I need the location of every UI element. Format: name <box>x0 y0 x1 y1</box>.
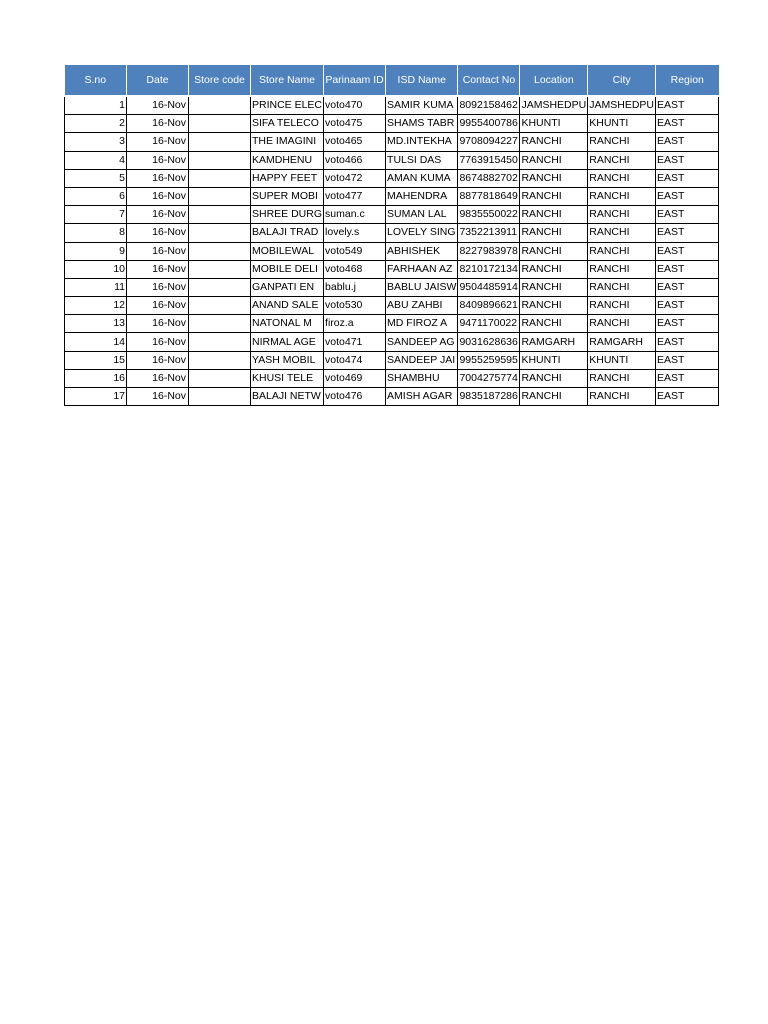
isd-name-cell[interactable]: SANDEEP AG <box>386 333 458 351</box>
region-cell[interactable]: EAST <box>656 96 719 115</box>
store-code-cell[interactable] <box>189 388 251 406</box>
table-row <box>65 169 719 187</box>
table-row <box>65 242 719 260</box>
header-row <box>65 65 719 96</box>
store-name-cell[interactable]: YASH MOBIL <box>251 351 324 369</box>
date-cell[interactable]: 16-Nov <box>127 187 189 205</box>
parinaam-id-cell[interactable]: voto465 <box>324 133 386 151</box>
store-name-cell[interactable]: THE IMAGINI <box>251 133 324 151</box>
table-row <box>65 351 719 369</box>
parinaam-id-cell[interactable]: bablu.j <box>324 278 386 296</box>
store-name-cell[interactable]: BALAJI TRAD <box>251 224 324 242</box>
contact-no-cell[interactable]: 9031628636 <box>458 333 520 351</box>
col-header-isd-name[interactable]: ISD Name <box>386 65 458 96</box>
store-name-cell[interactable]: GANPATI EN <box>251 278 324 296</box>
store-code-cell[interactable] <box>189 151 251 169</box>
contact-no-cell[interactable]: 7763915450 <box>458 151 520 169</box>
date-cell[interactable]: 16-Nov <box>127 242 189 260</box>
region-cell[interactable]: EAST <box>656 260 719 278</box>
location-cell[interactable]: RANCHI <box>520 369 588 387</box>
sno-cell[interactable]: 1 <box>65 96 127 115</box>
date-cell[interactable]: 16-Nov <box>127 224 189 242</box>
parinaam-id-cell[interactable]: voto466 <box>324 151 386 169</box>
region-cell[interactable]: EAST <box>656 206 719 224</box>
store-name-cell[interactable]: NATONAL M <box>251 315 324 333</box>
sno-cell[interactable]: 17 <box>65 388 127 406</box>
isd-name-cell[interactable]: SHAMS TABR <box>386 115 458 133</box>
store-code-cell[interactable] <box>189 333 251 351</box>
sno-cell[interactable]: 3 <box>65 133 127 151</box>
isd-name-cell[interactable]: AMAN KUMA <box>386 169 458 187</box>
city-cell[interactable]: RANCHI <box>588 369 656 387</box>
col-header-region[interactable]: Region <box>656 65 719 96</box>
store-code-cell[interactable] <box>189 297 251 315</box>
store-name-cell[interactable]: KHUSI TELE <box>251 369 324 387</box>
date-cell[interactable]: 16-Nov <box>127 315 189 333</box>
location-cell[interactable]: KHUNTI <box>520 351 588 369</box>
store-code-cell[interactable] <box>189 260 251 278</box>
parinaam-id-cell[interactable]: voto549 <box>324 242 386 260</box>
region-cell[interactable]: EAST <box>656 351 719 369</box>
table-row <box>65 115 719 133</box>
store-code-cell[interactable] <box>189 115 251 133</box>
location-cell[interactable]: RANCHI <box>520 133 588 151</box>
date-cell[interactable]: 16-Nov <box>127 333 189 351</box>
isd-name-cell[interactable]: SAMIR KUMA <box>386 96 458 115</box>
contact-no-cell[interactable]: 8674882702 <box>458 169 520 187</box>
store-code-cell[interactable] <box>189 224 251 242</box>
table-body <box>65 96 719 406</box>
col-header-contact-no[interactable]: Contact No <box>458 65 520 96</box>
table-row <box>65 278 719 296</box>
date-cell[interactable]: 16-Nov <box>127 206 189 224</box>
store-name-cell[interactable]: BALAJI NETW <box>251 388 324 406</box>
region-cell[interactable]: EAST <box>656 133 719 151</box>
city-cell[interactable]: RANCHI <box>588 224 656 242</box>
sno-cell[interactable]: 2 <box>65 115 127 133</box>
location-cell[interactable]: RANCHI <box>520 187 588 205</box>
location-cell[interactable]: RANCHI <box>520 151 588 169</box>
col-header-sno[interactable]: S.no <box>65 65 127 96</box>
city-cell[interactable]: RANCHI <box>588 315 656 333</box>
store-name-cell[interactable]: PRINCE ELEC <box>251 96 324 115</box>
store-code-cell[interactable] <box>189 169 251 187</box>
region-cell[interactable]: EAST <box>656 242 719 260</box>
location-cell[interactable]: RANCHI <box>520 278 588 296</box>
isd-name-cell[interactable]: TULSI DAS <box>386 151 458 169</box>
parinaam-id-cell[interactable]: voto472 <box>324 169 386 187</box>
isd-name-cell[interactable]: ABU ZAHBI <box>386 297 458 315</box>
city-cell[interactable]: RANCHI <box>588 187 656 205</box>
store-code-cell[interactable] <box>189 369 251 387</box>
date-cell[interactable]: 16-Nov <box>127 115 189 133</box>
contact-no-cell[interactable]: 8210172134 <box>458 260 520 278</box>
col-header-city[interactable]: City <box>588 65 656 96</box>
sno-cell[interactable]: 15 <box>65 351 127 369</box>
region-cell[interactable]: EAST <box>656 278 719 296</box>
contact-no-cell[interactable]: 7004275774 <box>458 369 520 387</box>
city-cell[interactable]: KHUNTI <box>588 115 656 133</box>
region-cell[interactable]: EAST <box>656 297 719 315</box>
date-cell[interactable]: 16-Nov <box>127 133 189 151</box>
parinaam-id-cell[interactable]: voto475 <box>324 115 386 133</box>
store-code-cell[interactable] <box>189 242 251 260</box>
city-cell[interactable]: RANCHI <box>588 278 656 296</box>
contact-no-cell[interactable]: 9708094227 <box>458 133 520 151</box>
date-cell[interactable]: 16-Nov <box>127 169 189 187</box>
date-cell[interactable]: 16-Nov <box>127 351 189 369</box>
contact-no-cell[interactable]: 9471170022 <box>458 315 520 333</box>
city-cell[interactable]: RANCHI <box>588 297 656 315</box>
contact-no-cell[interactable]: 8227983978 <box>458 242 520 260</box>
city-cell[interactable]: RANCHI <box>588 133 656 151</box>
date-cell[interactable]: 16-Nov <box>127 278 189 296</box>
isd-name-cell[interactable]: ABHISHEK <box>386 242 458 260</box>
store-code-cell[interactable] <box>189 133 251 151</box>
table-row <box>65 297 719 315</box>
sno-cell[interactable]: 14 <box>65 333 127 351</box>
sno-cell[interactable]: 12 <box>65 297 127 315</box>
date-cell[interactable]: 16-Nov <box>127 369 189 387</box>
store-name-cell[interactable]: NIRMAL AGE <box>251 333 324 351</box>
isd-name-cell[interactable]: SHAMBHU <box>386 369 458 387</box>
parinaam-id-cell[interactable]: suman.c <box>324 206 386 224</box>
city-cell[interactable]: KHUNTI <box>588 351 656 369</box>
parinaam-id-cell[interactable]: voto468 <box>324 260 386 278</box>
col-header-date[interactable]: Date <box>127 65 189 96</box>
store-code-cell[interactable] <box>189 187 251 205</box>
store-name-cell[interactable]: SHREE DURG <box>251 206 324 224</box>
parinaam-id-cell[interactable]: lovely.s <box>324 224 386 242</box>
store-code-cell[interactable] <box>189 278 251 296</box>
isd-name-cell[interactable]: BABLU JAISW <box>386 278 458 296</box>
isd-name-cell[interactable]: FARHAAN AZ <box>386 260 458 278</box>
contact-no-cell[interactable]: 8092158462 <box>458 96 520 115</box>
location-cell[interactable]: RAMGARH <box>520 333 588 351</box>
store-name-cell[interactable]: SIFA TELECO <box>251 115 324 133</box>
region-cell[interactable]: EAST <box>656 224 719 242</box>
isd-name-cell[interactable]: MD.INTEKHA <box>386 133 458 151</box>
table-row <box>65 388 719 406</box>
isd-name-cell[interactable]: SUMAN LAL <box>386 206 458 224</box>
col-header-parinaam-id[interactable]: Parinaam ID <box>324 65 386 96</box>
location-cell[interactable]: RANCHI <box>520 297 588 315</box>
city-cell[interactable]: RANCHI <box>588 260 656 278</box>
date-cell[interactable]: 16-Nov <box>127 96 189 115</box>
store-code-cell[interactable] <box>189 206 251 224</box>
sno-cell[interactable]: 6 <box>65 187 127 205</box>
region-cell[interactable]: EAST <box>656 187 719 205</box>
location-cell[interactable]: JAMSHEDPU <box>520 96 588 115</box>
region-cell[interactable]: EAST <box>656 315 719 333</box>
city-cell[interactable]: JAMSHEDPU <box>588 96 656 115</box>
sno-cell[interactable]: 11 <box>65 278 127 296</box>
sno-cell[interactable]: 10 <box>65 260 127 278</box>
parinaam-id-cell[interactable]: firoz.a <box>324 315 386 333</box>
contact-no-cell[interactable]: 8409896621 <box>458 297 520 315</box>
date-cell[interactable]: 16-Nov <box>127 297 189 315</box>
parinaam-id-cell[interactable]: voto470 <box>324 96 386 115</box>
store-name-cell[interactable]: SUPER MOBI <box>251 187 324 205</box>
parinaam-id-cell[interactable]: voto474 <box>324 351 386 369</box>
store-code-cell[interactable] <box>189 96 251 115</box>
contact-no-cell[interactable]: 9835187286 <box>458 388 520 406</box>
store-name-cell[interactable]: MOBILE DELI <box>251 260 324 278</box>
date-cell[interactable]: 16-Nov <box>127 388 189 406</box>
contact-no-cell[interactable]: 9504485914 <box>458 278 520 296</box>
store-code-cell[interactable] <box>189 315 251 333</box>
sno-cell[interactable]: 5 <box>65 169 127 187</box>
sno-cell[interactable]: 8 <box>65 224 127 242</box>
parinaam-id-cell[interactable]: voto471 <box>324 333 386 351</box>
table-row <box>65 151 719 169</box>
isd-name-cell[interactable]: MD FIROZ A <box>386 315 458 333</box>
table-row <box>65 333 719 351</box>
col-header-store-code[interactable]: Store code <box>189 65 251 96</box>
region-cell[interactable]: EAST <box>656 151 719 169</box>
location-cell[interactable]: RANCHI <box>520 315 588 333</box>
table-row <box>65 133 719 151</box>
contact-no-cell[interactable]: 9955400786 <box>458 115 520 133</box>
location-cell[interactable]: RANCHI <box>520 224 588 242</box>
parinaam-id-cell[interactable]: voto530 <box>324 297 386 315</box>
parinaam-id-cell[interactable]: voto469 <box>324 369 386 387</box>
isd-name-cell[interactable]: MAHENDRA <box>386 187 458 205</box>
table-row <box>65 187 719 205</box>
region-cell[interactable]: EAST <box>656 369 719 387</box>
isd-name-cell[interactable]: AMISH AGAR <box>386 388 458 406</box>
region-cell[interactable]: EAST <box>656 115 719 133</box>
table-row <box>65 96 719 115</box>
table-row <box>65 315 719 333</box>
city-cell[interactable]: RANCHI <box>588 169 656 187</box>
city-cell[interactable]: RANCHI <box>588 206 656 224</box>
table-row <box>65 369 719 387</box>
parinaam-id-cell[interactable]: voto477 <box>324 187 386 205</box>
location-cell[interactable]: RANCHI <box>520 388 588 406</box>
isd-name-cell[interactable]: LOVELY SING <box>386 224 458 242</box>
table-row <box>65 224 719 242</box>
sno-cell[interactable]: 4 <box>65 151 127 169</box>
sno-cell[interactable]: 16 <box>65 369 127 387</box>
city-cell[interactable]: RANCHI <box>588 388 656 406</box>
col-header-store-name[interactable]: Store Name <box>251 65 324 96</box>
date-cell[interactable]: 16-Nov <box>127 260 189 278</box>
isd-name-cell[interactable]: SANDEEP JAI <box>386 351 458 369</box>
city-cell[interactable]: RAMGARH <box>588 333 656 351</box>
parinaam-id-cell[interactable]: voto476 <box>324 388 386 406</box>
sno-cell[interactable]: 7 <box>65 206 127 224</box>
city-cell[interactable]: RANCHI <box>588 242 656 260</box>
contact-no-cell[interactable]: 9955259595 <box>458 351 520 369</box>
store-name-cell[interactable]: MOBILEWAL <box>251 242 324 260</box>
sno-cell[interactable]: 9 <box>65 242 127 260</box>
sno-cell[interactable]: 13 <box>65 315 127 333</box>
location-cell[interactable]: RANCHI <box>520 260 588 278</box>
contact-no-cell[interactable]: 8877818649 <box>458 187 520 205</box>
location-cell[interactable]: RANCHI <box>520 206 588 224</box>
location-cell[interactable]: RANCHI <box>520 242 588 260</box>
location-cell[interactable]: RANCHI <box>520 169 588 187</box>
location-cell[interactable]: KHUNTI <box>520 115 588 133</box>
store-name-cell[interactable]: KAMDHENU <box>251 151 324 169</box>
city-cell[interactable]: RANCHI <box>588 151 656 169</box>
region-cell[interactable]: EAST <box>656 169 719 187</box>
store-isd-table <box>64 65 719 406</box>
region-cell[interactable]: EAST <box>656 333 719 351</box>
region-cell[interactable]: EAST <box>656 388 719 406</box>
table-row <box>65 260 719 278</box>
table-row <box>65 206 719 224</box>
contact-no-cell[interactable]: 7352213911 <box>458 224 520 242</box>
store-code-cell[interactable] <box>189 351 251 369</box>
store-name-cell[interactable]: HAPPY FEET <box>251 169 324 187</box>
col-header-location[interactable]: Location <box>520 65 588 96</box>
store-name-cell[interactable]: ANAND SALE <box>251 297 324 315</box>
date-cell[interactable]: 16-Nov <box>127 151 189 169</box>
contact-no-cell[interactable]: 9835550022 <box>458 206 520 224</box>
